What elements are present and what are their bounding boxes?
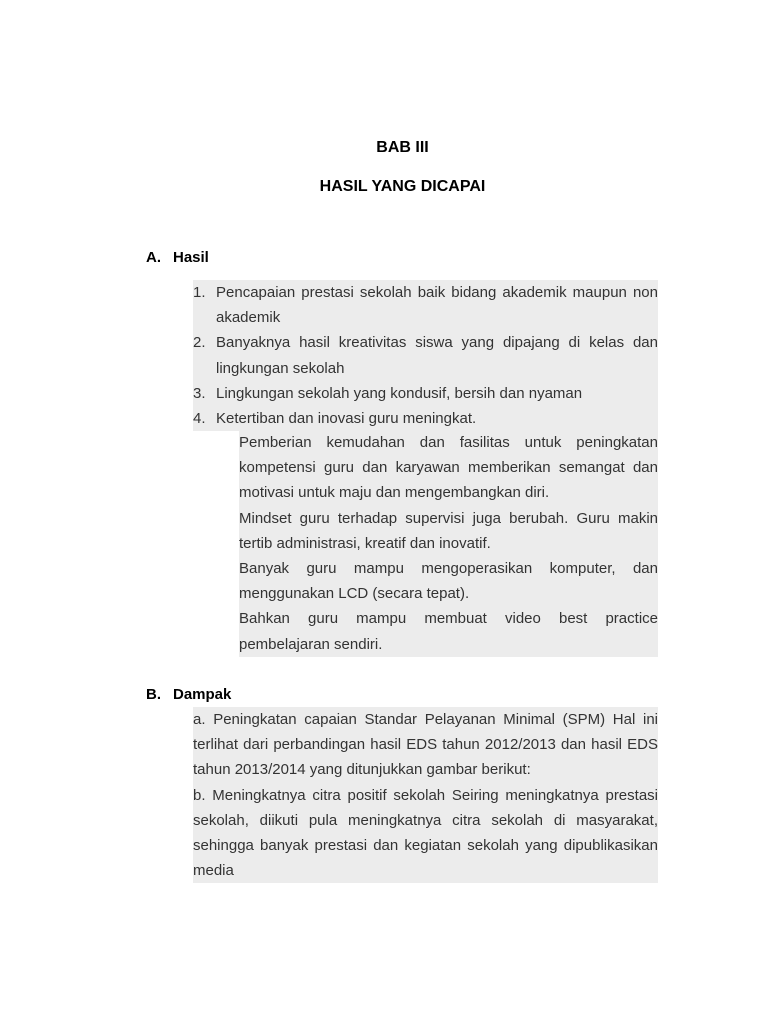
list-item-text: Ketertiban dan inovasi guru meningkat. xyxy=(216,410,477,428)
list-item-number: 2. xyxy=(193,334,206,352)
impact-paragraph: a. Peningkatan capaian Standar Pelayanan Minimal (SPM) Hal ini terlihat dari perbandingan hasil EDS tahun 2012/2013 dan hasil EDS tahun 2013/2014 yang ditunjukkan gambar berikut: xyxy=(193,711,658,779)
list-item-number: 3. xyxy=(193,384,206,402)
section-a-label: Hasil xyxy=(173,249,209,266)
section-a-heading xyxy=(146,249,209,266)
impact-paragraph: b. Meningkatnya citra positif sekolah Seiring meningkatnya prestasi sekolah, diikuti pula meningkatnya citra sekolah di masyarakat, sehingga banyak prestasi dan kegiatan sekolah yang dipublikasikan media xyxy=(193,786,658,880)
results-list xyxy=(193,280,658,431)
detail-paragraph: Mindset guru terhadap supervisi juga berubah. Guru makin tertib administrasi, kreatif dan inovatif. xyxy=(239,509,658,552)
list-item xyxy=(193,330,658,380)
list-item xyxy=(193,280,658,330)
section-b-marker: B. xyxy=(146,686,161,703)
list-item-text: Lingkungan sekolah yang kondusif, bersih dan nyaman xyxy=(216,384,583,402)
chapter-title: HASIL YANG DICAPAI xyxy=(319,178,486,195)
section-b-label: Dampak xyxy=(173,686,232,703)
list-item-text: Banyaknya hasil kreativitas siswa yang dipajang di kelas dan lingkungan sekolah xyxy=(216,334,658,377)
detail-paragraph: Bahkan guru mampu membuat video best practice pembelajaran sendiri. xyxy=(239,610,658,653)
detail-paragraph: Banyak guru mampu mengoperasikan komputer, dan menggunakan LCD (secara tepat). xyxy=(239,560,658,603)
detail-paragraph: Pemberian kemudahan dan fasilitas untuk peningkatan kompetensi guru dan karyawan memberikan semangat dan motivasi untuk maju dan mengembangkan diri. xyxy=(239,434,658,502)
list-item xyxy=(193,406,658,431)
impact-paragraphs xyxy=(193,707,658,883)
list-item-number: 4. xyxy=(193,410,206,428)
list-item xyxy=(193,381,658,406)
section-b-heading xyxy=(146,686,231,703)
teacher-improvement-details xyxy=(239,430,658,657)
list-item-number: 1. xyxy=(193,284,206,301)
chapter-number: BAB III xyxy=(376,139,429,156)
list-item-text: Pencapaian prestasi sekolah baik bidang akademik maupun non akademik xyxy=(216,284,658,327)
section-a-marker: A. xyxy=(146,249,161,266)
